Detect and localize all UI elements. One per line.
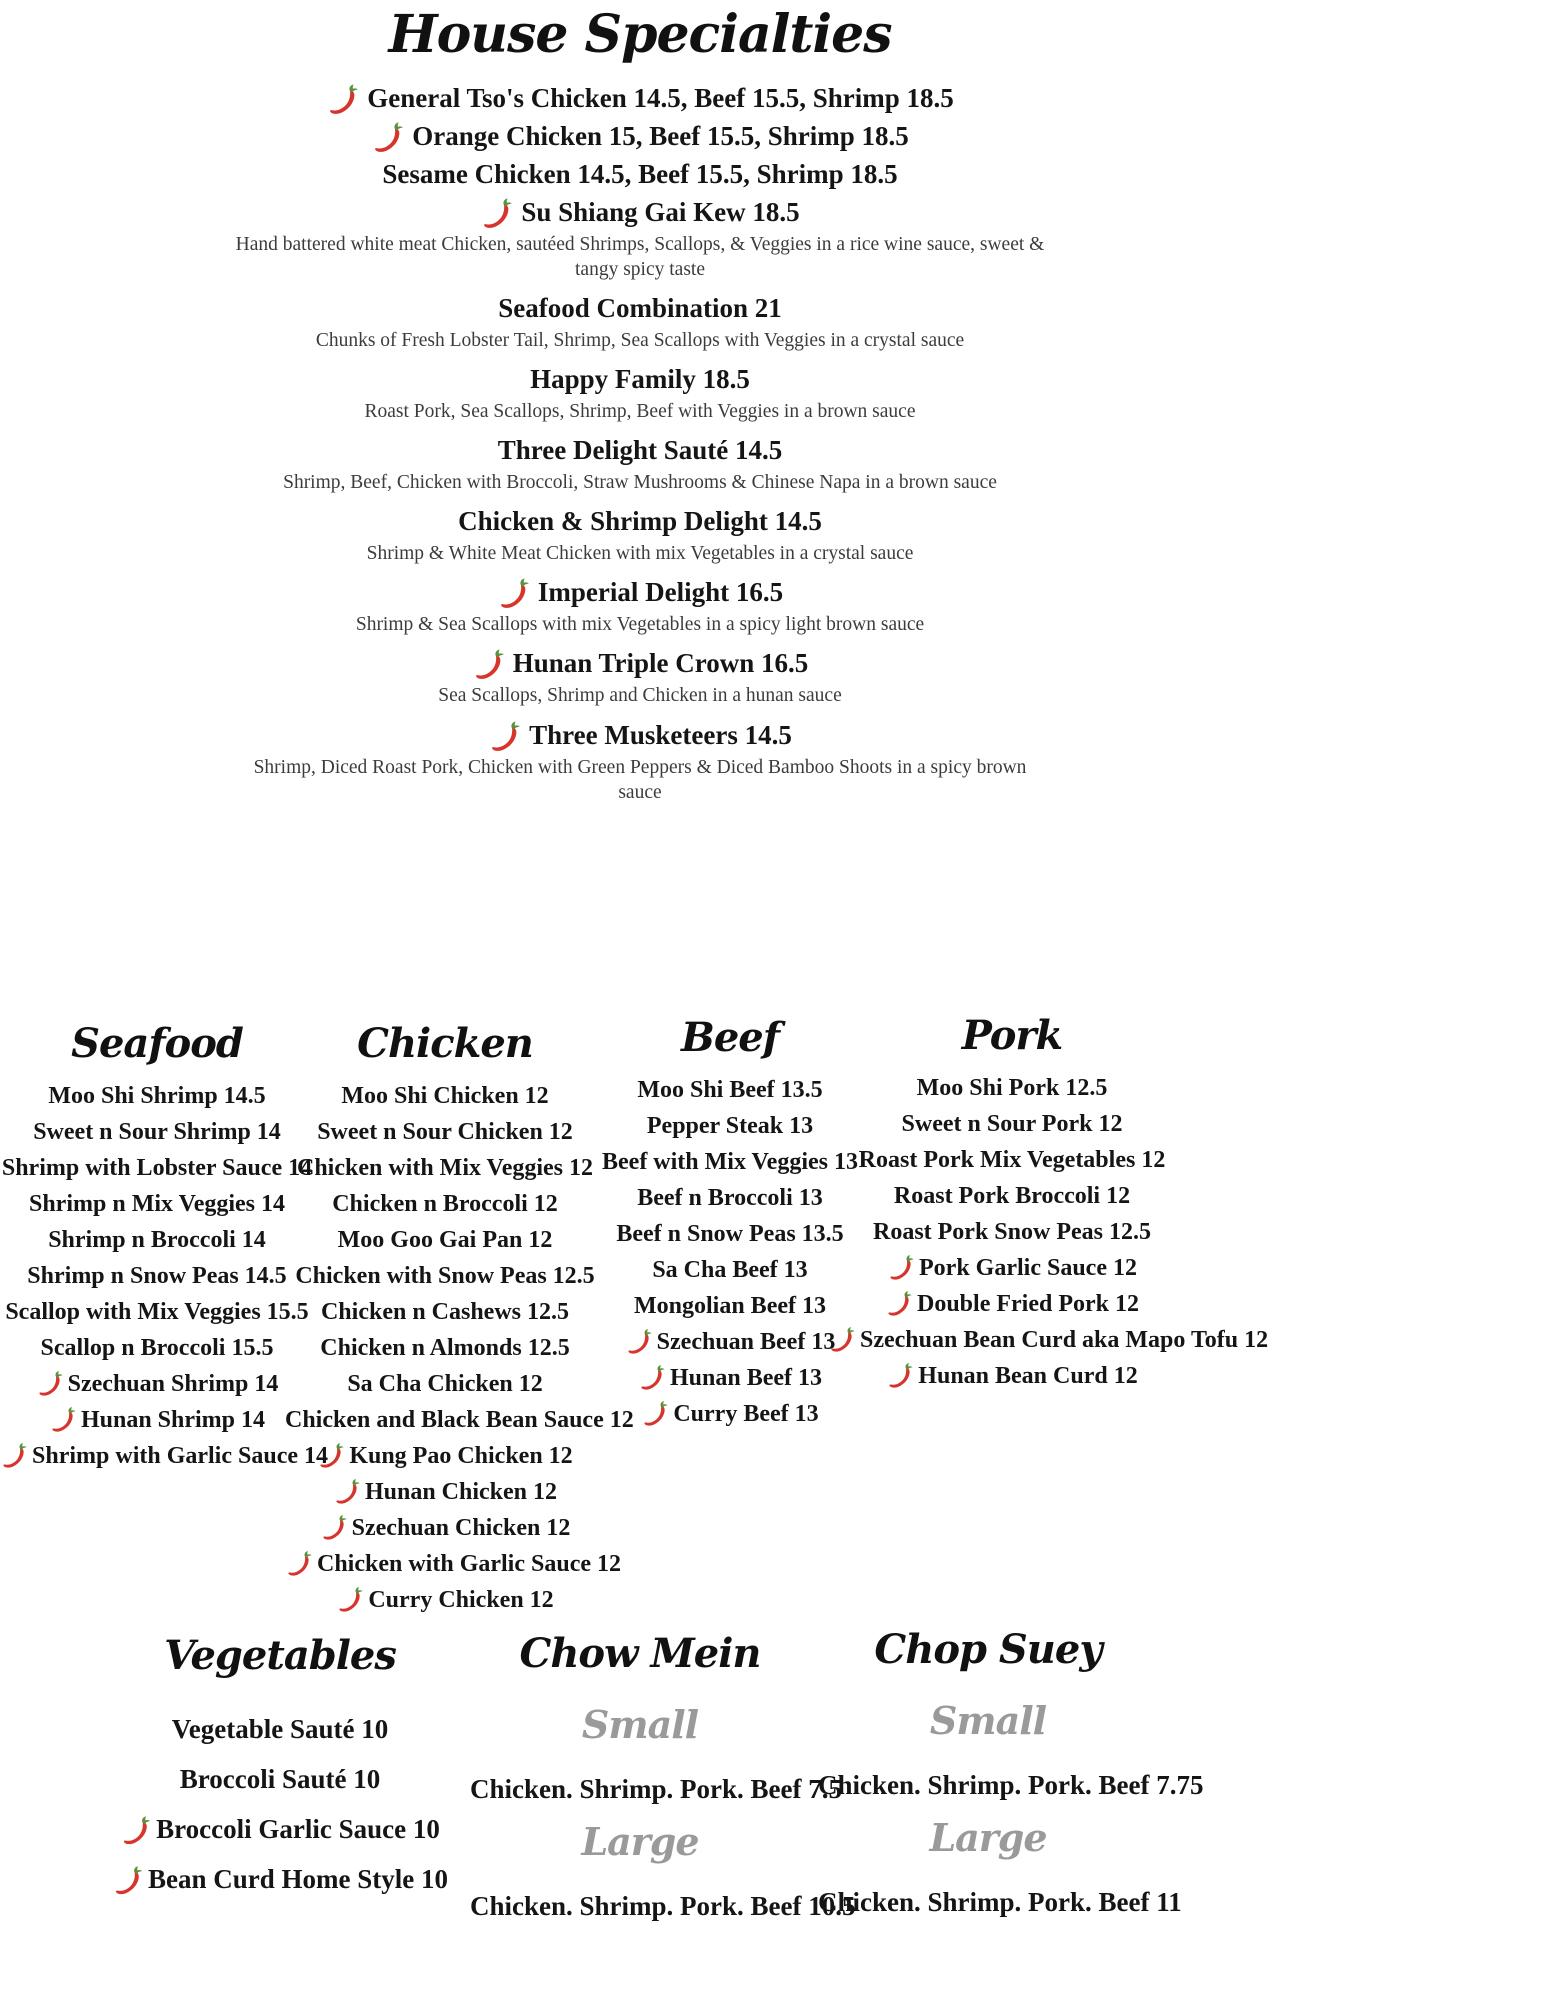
size-price-large: Chicken. Shrimp. Pork. Beef 10.5 — [470, 1891, 856, 1921]
menu-item — [80, 1704, 480, 1754]
specialty-item-label: General Tso's Chicken 14.5, Beef 15.5, Shrimp 18.5 — [367, 83, 954, 114]
specialty-item-label: Happy Family 18.5 — [530, 364, 750, 395]
menu-item-label: Scallop n Broccoli 15.5 — [40, 1335, 274, 1361]
menu-item-label: Bean Curd Home Style 10 — [148, 1864, 448, 1894]
house-specialties-list — [0, 81, 1280, 805]
menu-item-label: Moo Shi Beef 13.5 — [637, 1077, 823, 1103]
menu-item-label: Chicken and Black Bean Sauce 12 — [285, 1407, 634, 1433]
specialty-item-name — [0, 433, 1280, 468]
menu-item — [0, 1366, 314, 1402]
seafood-heading: Seafood — [71, 1020, 243, 1067]
size-label-small: Small — [929, 1698, 1047, 1743]
specialty-item-name — [0, 157, 1280, 192]
chili-pepper-icon — [886, 1361, 916, 1391]
specialty-item-name — [0, 195, 1280, 230]
menu-item-label: Kung Pao Chicken 12 — [349, 1443, 573, 1469]
specialty-item — [0, 718, 1280, 805]
menu-item — [0, 1402, 314, 1438]
menu-item-label: Shrimp n Broccoli 14 — [48, 1227, 266, 1253]
specialty-item-label: Sesame Chicken 14.5, Beef 15.5, Shrimp 18.5 — [382, 159, 898, 190]
menu-item-label: Sweet n Sour Shrimp 14 — [33, 1119, 281, 1145]
specialty-item-label: Three Musketeers 14.5 — [529, 720, 792, 751]
house-specialties-section — [0, 6, 1280, 814]
size-label-small: Small — [581, 1702, 699, 1747]
chili-pepper-icon — [625, 1327, 655, 1357]
menu-item — [285, 1330, 605, 1366]
menu-item — [80, 1854, 480, 1904]
menu-item — [575, 1396, 885, 1432]
menu-item-label: Curry Beef 13 — [673, 1401, 819, 1427]
specialty-item-label: Imperial Delight 16.5 — [537, 577, 784, 608]
chili-pepper-icon — [497, 576, 533, 612]
menu-item-label: Szechuan Beef 13 — [656, 1329, 836, 1355]
pork-section — [828, 1012, 1269, 1394]
menu-item-label: Szechuan Chicken 12 — [351, 1515, 571, 1541]
specialty-item-name — [0, 119, 1280, 154]
specialty-item — [0, 195, 1280, 282]
chili-pepper-icon — [887, 1253, 917, 1283]
menu-item-label: Roast Pork Mix Vegetables 12 — [858, 1147, 1166, 1173]
menu-item-label: Moo Shi Chicken 12 — [341, 1083, 549, 1109]
menu-item — [285, 1294, 605, 1330]
chili-pepper-icon — [480, 196, 516, 232]
chili-pepper-icon — [828, 1325, 858, 1355]
menu-item-label: Sweet n Sour Chicken 12 — [317, 1119, 573, 1145]
menu-item — [285, 1402, 634, 1438]
specialty-item — [0, 646, 1280, 708]
menu-item-label: Pork Garlic Sauce 12 — [919, 1255, 1137, 1281]
chili-pepper-icon — [36, 1369, 66, 1399]
chicken-section — [285, 1020, 634, 1618]
menu-item — [828, 1070, 1196, 1106]
chili-pepper-icon — [333, 1477, 363, 1507]
chili-pepper-icon — [0, 1441, 30, 1471]
menu-item — [828, 1250, 1196, 1286]
menu-item-label: Szechuan Bean Curd aka Mapo Tofu 12 — [860, 1327, 1269, 1353]
specialty-item-label: Seafood Combination 21 — [498, 293, 782, 324]
menu-item-label: Chicken with Garlic Sauce 12 — [317, 1551, 621, 1577]
menu-item — [0, 1186, 314, 1222]
menu-item-label: Szechuan Shrimp 14 — [67, 1371, 279, 1397]
chili-pepper-icon — [638, 1363, 668, 1393]
menu-item — [0, 1294, 314, 1330]
menu-item-label: Chicken n Almonds 12.5 — [320, 1335, 570, 1361]
menu-item — [0, 1222, 314, 1258]
menu-item-label: Chicken n Cashews 12.5 — [320, 1299, 570, 1325]
menu-item-label: Sweet n Sour Pork 12 — [901, 1111, 1123, 1137]
menu-item-label: Chicken n Broccoli 12 — [332, 1191, 558, 1217]
chili-pepper-icon — [320, 1513, 350, 1543]
chop-suey-section — [818, 1626, 1204, 1922]
menu-item — [285, 1366, 605, 1402]
menu-item-label: Double Fried Pork 12 — [917, 1291, 1139, 1317]
vegetables-heading: Vegetables — [164, 1632, 396, 1679]
menu-item-label: Beef n Snow Peas 13.5 — [616, 1221, 844, 1247]
pork-list — [828, 1070, 1269, 1394]
size-label-large: Large — [929, 1815, 1047, 1860]
menu-item-label: Shrimp n Mix Veggies 14 — [28, 1191, 286, 1217]
menu-item-label: Scallop with Mix Veggies 15.5 — [5, 1299, 309, 1325]
menu-item-label: Roast Pork Snow Peas 12.5 — [872, 1219, 1151, 1245]
chili-pepper-icon — [885, 1289, 915, 1319]
menu-item — [285, 1474, 605, 1510]
pork-heading: Pork — [961, 1012, 1063, 1059]
menu-item — [285, 1546, 621, 1582]
menu-item — [285, 1078, 605, 1114]
specialty-item-label: Su Shiang Gai Kew 18.5 — [521, 197, 800, 228]
specialty-item — [0, 119, 1280, 154]
menu-item — [828, 1106, 1196, 1142]
menu-item-label: Hunan Chicken 12 — [364, 1479, 558, 1505]
specialty-item — [0, 362, 1280, 424]
chili-pepper-icon — [326, 82, 362, 118]
menu-item — [285, 1186, 605, 1222]
menu-item-label: Chicken with Snow Peas 12.5 — [295, 1263, 595, 1289]
chili-pepper-icon — [488, 719, 524, 755]
specialty-item — [0, 504, 1280, 566]
menu-item — [285, 1150, 605, 1186]
menu-item-label: Broccoli Garlic Sauce 10 — [156, 1814, 440, 1844]
menu-item-label: Hunan Shrimp 14 — [80, 1407, 266, 1433]
size-price-small: Chicken. Shrimp. Pork. Beef 7.75 — [818, 1770, 1204, 1800]
chicken-list — [285, 1078, 634, 1618]
menu-item — [0, 1330, 314, 1366]
menu-item-label: Broccoli Sauté 10 — [179, 1764, 381, 1794]
specialty-item — [0, 291, 1280, 353]
menu-item — [0, 1078, 314, 1114]
menu-item — [828, 1214, 1196, 1250]
menu-item — [0, 1114, 314, 1150]
specialty-item-description: Roast Pork, Sea Scallops, Shrimp, Beef with Veggies in a brown sauce — [364, 401, 916, 423]
menu-item — [0, 1438, 329, 1474]
menu-item-label: Roast Pork Broccoli 12 — [893, 1183, 1131, 1209]
specialty-item-description: Shrimp, Diced Roast Pork, Chicken with Green Peppers & Diced Bamboo Shoots in a spicy brown sauce — [253, 757, 1027, 804]
chili-pepper-icon — [112, 1864, 146, 1898]
specialty-item-description: Shrimp & Sea Scallops with mix Vegetables in a spicy light brown sauce — [355, 614, 925, 636]
seafood-section — [0, 1020, 329, 1474]
specialty-item-description: Chunks of Fresh Lobster Tail, Shrimp, Sea Scallops with Veggies in a crystal sauce — [315, 330, 965, 352]
menu-item — [285, 1222, 605, 1258]
menu-item — [285, 1582, 605, 1618]
menu-item — [828, 1142, 1196, 1178]
specialty-item-label: Three Delight Sauté 14.5 — [497, 435, 783, 466]
chili-pepper-icon — [472, 647, 508, 683]
specialty-item — [0, 157, 1280, 192]
menu-item-label: Sa Cha Chicken 12 — [347, 1371, 543, 1397]
menu-item — [828, 1178, 1196, 1214]
chop-suey-heading: Chop Suey — [874, 1626, 1102, 1673]
menu-item-label: Shrimp with Garlic Sauce 14 — [32, 1443, 329, 1469]
menu-item-label: Moo Shi Pork 12.5 — [916, 1075, 1108, 1101]
menu-item-label: Curry Chicken 12 — [368, 1587, 554, 1613]
chow-mein-heading: Chow Mein — [519, 1630, 761, 1677]
menu-item-label: Sa Cha Beef 13 — [652, 1257, 808, 1283]
chili-pepper-icon — [49, 1405, 79, 1435]
beef-heading: Beef — [681, 1014, 779, 1061]
specialty-item-label: Hunan Triple Crown 16.5 — [512, 648, 809, 679]
chili-pepper-icon — [336, 1585, 366, 1615]
vegetables-section — [80, 1634, 480, 1904]
chili-pepper-icon — [120, 1814, 154, 1848]
menu-item — [828, 1358, 1196, 1394]
specialty-item-name — [0, 575, 1280, 610]
menu-item-label: Beef n Broccoli 13 — [637, 1185, 823, 1211]
chili-pepper-icon — [641, 1399, 671, 1429]
chili-pepper-icon — [317, 1441, 347, 1471]
menu-item-label: Vegetable Sauté 10 — [171, 1714, 389, 1744]
specialty-item-label: Orange Chicken 15, Beef 15.5, Shrimp 18.5 — [412, 121, 909, 152]
menu-item — [80, 1754, 480, 1804]
menu-item — [285, 1258, 605, 1294]
menu-item-label: Chicken with Mix Veggies 12 — [296, 1155, 593, 1181]
specialty-item-name — [0, 718, 1280, 753]
menu-item — [828, 1322, 1269, 1358]
size-price-large: Chicken. Shrimp. Pork. Beef 11 — [818, 1887, 1182, 1917]
menu-item-label: Beef with Mix Veggies 13 — [602, 1149, 858, 1175]
specialty-item — [0, 81, 1280, 116]
specialty-item-name — [0, 504, 1280, 539]
size-label-large: Large — [581, 1819, 699, 1864]
page-title: House Specialties — [388, 4, 892, 65]
menu-item-label: Hunan Bean Curd 12 — [918, 1363, 1138, 1389]
specialty-item-name — [0, 291, 1280, 326]
menu-item — [828, 1286, 1196, 1322]
specialty-item-name — [0, 362, 1280, 397]
menu-item — [285, 1114, 605, 1150]
specialty-item-label: Chicken & Shrimp Delight 14.5 — [458, 506, 822, 537]
menu-item-label: Pepper Steak 13 — [646, 1113, 814, 1139]
menu-item — [0, 1258, 314, 1294]
menu-item-label: Shrimp n Snow Peas 14.5 — [27, 1263, 287, 1289]
specialty-item-description: Shrimp, Beef, Chicken with Broccoli, Straw Mushrooms & Chinese Napa in a brown sauce — [283, 472, 997, 494]
specialty-item-description: Shrimp & White Meat Chicken with mix Vegetables in a crystal sauce — [366, 543, 914, 565]
size-price-small: Chicken. Shrimp. Pork. Beef 7.5 — [470, 1774, 843, 1804]
menu-item-label: Mongolian Beef 13 — [634, 1293, 826, 1319]
menu-item — [0, 1150, 314, 1186]
chili-pepper-icon — [285, 1549, 315, 1579]
specialty-item-name — [0, 81, 1280, 116]
chicken-heading: Chicken — [357, 1020, 533, 1067]
specialty-item-name — [0, 646, 1280, 681]
specialty-item-description: Hand battered white meat Chicken, sautéed Shrimps, Scallops, & Veggies in a rice wine sauce, sweet & tangy spicy taste — [235, 234, 1045, 281]
chili-pepper-icon — [371, 120, 407, 156]
menu-item-label: Hunan Beef 13 — [669, 1365, 822, 1391]
menu-item — [285, 1510, 605, 1546]
specialty-item — [0, 433, 1280, 495]
vegetables-list — [80, 1704, 480, 1904]
menu-item — [80, 1804, 480, 1854]
menu-item-label: Shrimp with Lobster Sauce 14 — [1, 1155, 313, 1181]
menu-item-label: Moo Shi Shrimp 14.5 — [48, 1083, 266, 1109]
specialty-item — [0, 575, 1280, 637]
chow-mein-section — [470, 1630, 856, 1926]
menu-item-label: Moo Goo Gai Pan 12 — [337, 1227, 553, 1253]
seafood-list — [0, 1078, 329, 1474]
specialty-item-description: Sea Scallops, Shrimp and Chicken in a hunan sauce — [438, 685, 842, 707]
menu-item — [285, 1438, 605, 1474]
